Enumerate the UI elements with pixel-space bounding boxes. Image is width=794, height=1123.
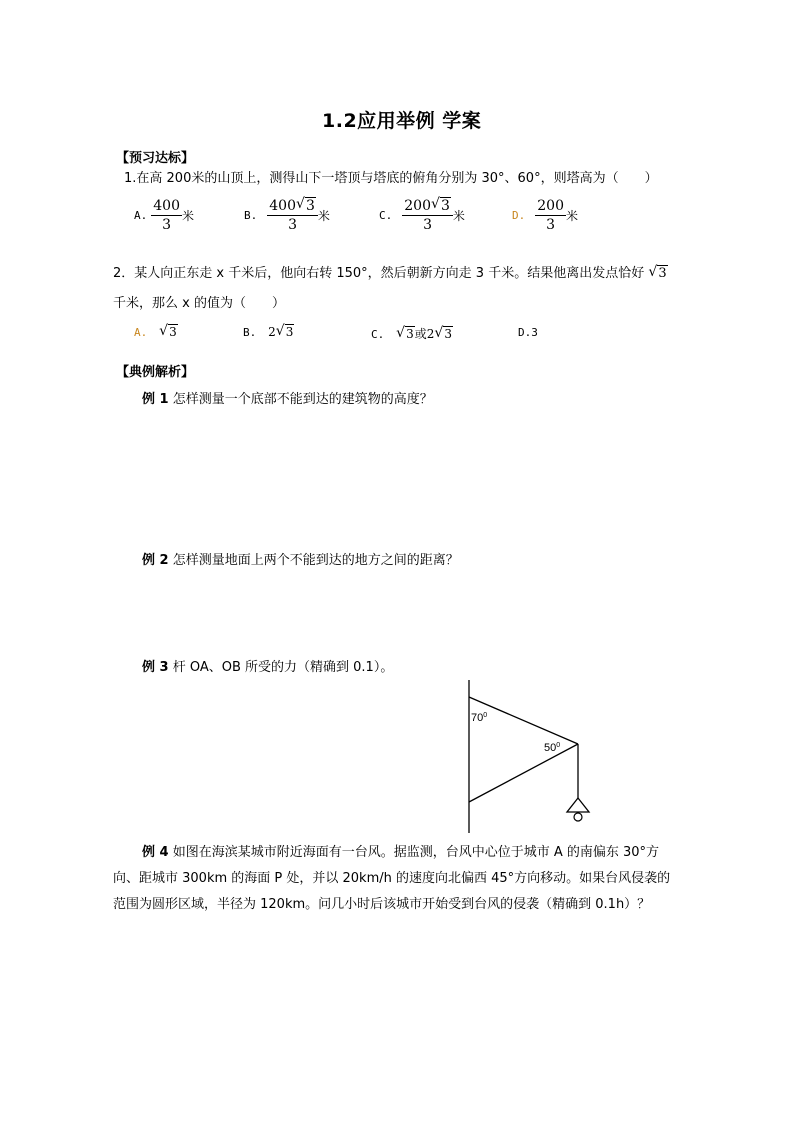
weight-triangle-icon xyxy=(567,798,589,812)
option-extra: 或2 xyxy=(414,327,435,341)
fraction xyxy=(402,197,453,234)
radicand: 3 xyxy=(285,325,294,339)
angle-right-label: $50^0$ xyxy=(544,742,561,754)
example-3-text: 杆 OA、OB 所受的力（精确到 0.1）。 xyxy=(168,660,394,675)
fraction xyxy=(535,197,566,234)
option-label: D.3 xyxy=(518,326,538,339)
option-label: A. xyxy=(134,209,148,222)
option-label: B. xyxy=(244,209,258,222)
numerator: 200√ 3 xyxy=(402,197,453,216)
rod-ob xyxy=(469,744,578,802)
page-title: 1.2应用举例 学案 xyxy=(322,110,482,132)
numerator: 200 xyxy=(537,198,564,214)
q1-option-a xyxy=(134,197,194,234)
radicand: 3 xyxy=(406,327,414,341)
numerator: 400 xyxy=(153,198,180,214)
example-1 xyxy=(142,388,433,407)
example-4-line-3: 范围为圆形区域，半径为 120km。问几小时后该城市开始受到台风的侵袭（精确到 0.1h）？ xyxy=(113,897,651,912)
numerator: 400√ 3 xyxy=(267,197,318,216)
option-label: C. xyxy=(371,328,385,341)
q1-option-d xyxy=(512,197,578,234)
example-4-line-1 xyxy=(142,841,659,860)
fraction xyxy=(151,197,182,234)
unit: 米 xyxy=(181,209,194,223)
radicand: 3 xyxy=(440,198,450,214)
q2-option-d xyxy=(518,325,538,339)
preview-section-header: 【预习达标】 xyxy=(116,151,195,166)
option-label: A. xyxy=(134,326,148,339)
unit: 米 xyxy=(452,209,465,223)
fraction xyxy=(267,197,318,234)
example-4-label: 例 4 xyxy=(142,845,169,860)
option-label: C. xyxy=(379,209,393,222)
rod-oa xyxy=(469,697,578,744)
angle-top-label: $70^0$ xyxy=(471,712,488,724)
q1-option-b xyxy=(244,197,330,234)
denominator: 3 xyxy=(288,217,298,233)
q2-option-c xyxy=(371,325,453,342)
force-diagram xyxy=(440,675,610,835)
example-1-label: 例 1 xyxy=(142,392,169,407)
example-4-text: 如图在海滨某城市附近海面有一台风。据监测，台风中心位于城市 A 的南偏东 30°方 xyxy=(168,845,660,860)
denominator: 3 xyxy=(546,217,556,233)
question-1-text: 1.在高 200米的山顶上，测得山下一塔顶与塔底的俯角分别为 30°、60°，则塔高为（ ） xyxy=(124,171,658,186)
question-2-text: 2．某人向正东走 x 千米后，他向右转 150°，然后朝新方向走 3 千米。结果他离出发点恰好 xyxy=(113,266,645,281)
question-2-line-1 xyxy=(113,262,668,281)
radicand: 3 xyxy=(305,198,315,214)
q1-option-c xyxy=(379,197,465,234)
radicand: 3 xyxy=(444,327,452,341)
q2-option-a xyxy=(134,325,178,339)
unit: 米 xyxy=(565,209,578,223)
example-4-line-2: 向、距城市 300km 的海面 P 处，并以 20km/h 的速度向北偏西 45°方向移动。如果台风侵袭的 xyxy=(113,871,671,886)
denominator: 3 xyxy=(423,217,433,233)
denominator: 3 xyxy=(162,217,172,233)
example-1-text: 怎样测量一个底部不能到达的建筑物的高度？ xyxy=(168,392,433,407)
radicand: 3 xyxy=(658,266,667,281)
question-2-line-2: 千米，那么 x 的值为（ ） xyxy=(113,296,285,311)
example-3-label: 例 3 xyxy=(142,660,169,675)
example-2 xyxy=(142,549,459,568)
weight-ball-icon xyxy=(574,813,582,821)
radicand: 3 xyxy=(169,325,177,339)
option-label: B. xyxy=(243,326,257,339)
coefficient: 2 xyxy=(268,325,276,339)
example-3 xyxy=(142,656,393,675)
example-2-text: 怎样测量地面上两个不能到达的地方之间的距离？ xyxy=(168,553,459,568)
example-2-label: 例 2 xyxy=(142,553,169,568)
unit: 米 xyxy=(317,209,330,223)
examples-section-header: 【典例解析】 xyxy=(116,365,195,380)
option-label: D. xyxy=(512,209,526,222)
q2-option-b xyxy=(243,325,294,339)
